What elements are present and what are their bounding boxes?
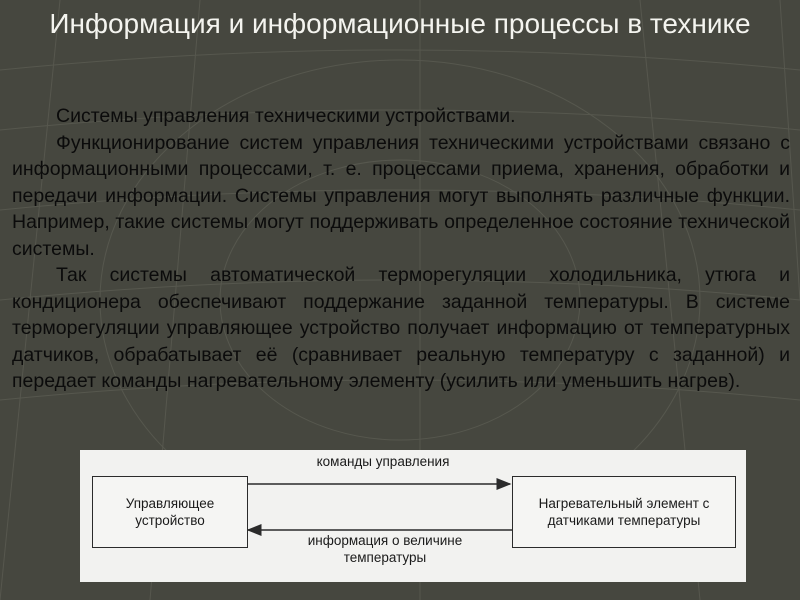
slide-body: [12, 103, 790, 395]
paragraph-thermoregulation: Так системы автоматической терморегуляции холодильника, утюга и кондиционера обеспечивают поддержание заданной температуры. В системе терморегуляции управляющее устройство получает информацию от температурных датчиков, обрабатывает её (сравнивает реальную температуру с заданной) и передает команды нагревательному элементу (усилить или уменьшить нагрев).: [12, 264, 790, 392]
commands-label: команды управления: [270, 453, 496, 470]
information-label: информация о величине температуры: [280, 532, 490, 566]
control-system-diagram: [80, 450, 746, 582]
slide-title: Информация и информационные процессы в технике: [49, 8, 751, 39]
section-heading: Системы управления техническими устройствами.: [56, 105, 516, 127]
heater-box: Нагревательный элемент с датчиками температуры: [512, 476, 736, 548]
paragraph-functioning: Функционирование систем управления техническими устройствами связано с информационными процессами, т. е. процессами приема, хранения, обработки и передачи информации. Системы управления могут выполнять различные функции. Например, такие системы могут поддерживать определенное состояние технической системы.: [12, 131, 790, 260]
controller-box: Управляющее устройство: [92, 476, 248, 548]
